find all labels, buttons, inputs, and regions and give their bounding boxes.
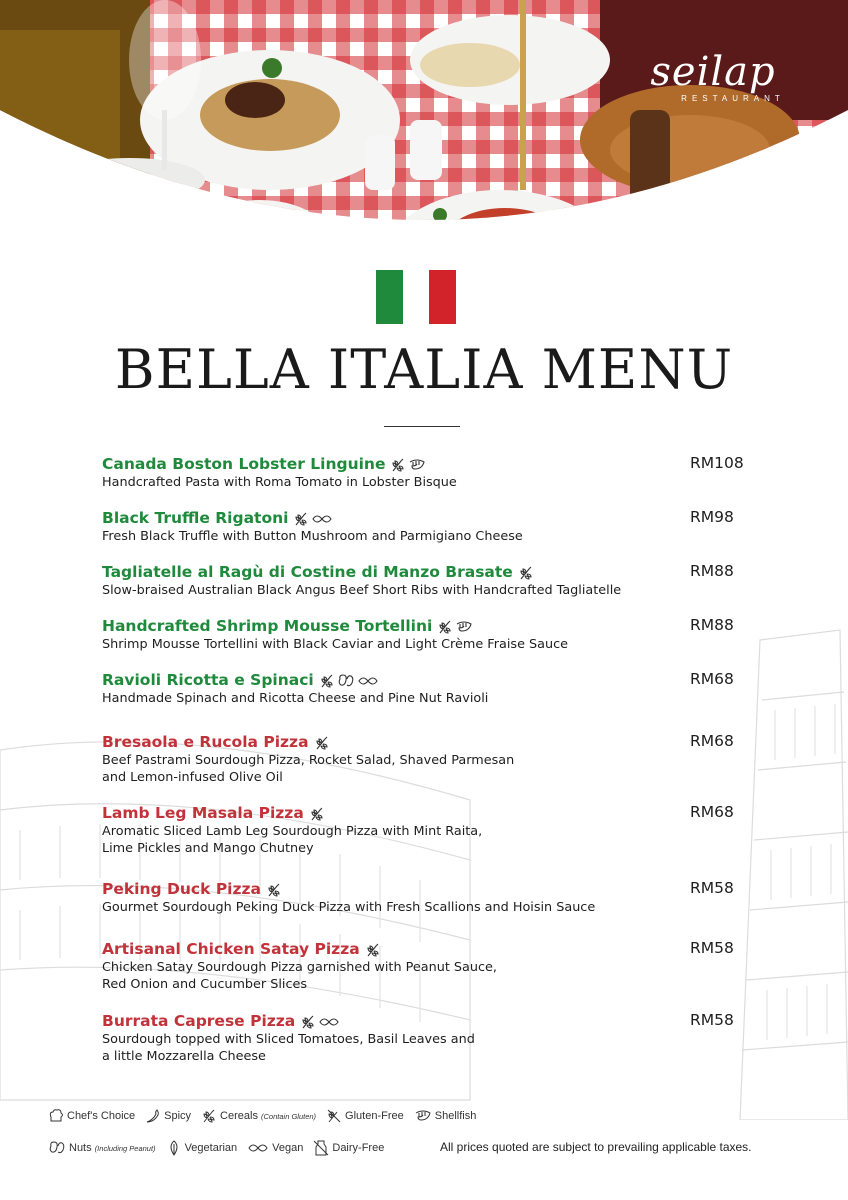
menu-item-name: Handcrafted Shrimp Mousse Tortellini (102, 616, 433, 635)
legend-row-1 (48, 1108, 486, 1124)
menu-item-price: RM68 (690, 732, 734, 750)
legend-shellfish-label: Shellfish (434, 1110, 477, 1122)
italian-flag (376, 270, 456, 324)
cereals-icon (266, 879, 284, 898)
cereals-icon (314, 732, 332, 751)
vegan-icon (318, 1011, 342, 1030)
allergen-icons (390, 454, 428, 473)
logo-subtitle: RESTAURANT (681, 94, 785, 103)
restaurant-logo (618, 49, 808, 112)
table-scene-image (0, 0, 848, 300)
legend-vegan-label: Vegan (272, 1142, 304, 1154)
menu-item-description: Handcrafted Pasta with Roma Tomato in Lobster Bisque (102, 474, 457, 490)
flag-red-band (429, 270, 456, 324)
cereals-icon (390, 454, 408, 473)
menu-item-name: Peking Duck Pizza (102, 879, 261, 898)
menu-item-price: RM108 (690, 454, 744, 472)
legend-nuts-label: Nuts (69, 1142, 92, 1154)
cereals-icon (365, 939, 383, 958)
vegan-icon (247, 1140, 269, 1156)
menu-item-description: Gourmet Sourdough Peking Duck Pizza with Fresh Scallions and Hoisin Sauce (102, 899, 596, 915)
legend-cereals-note: (Contain Gluten) (261, 1111, 317, 1121)
allergen-icons (518, 562, 536, 581)
menu-item (102, 615, 762, 653)
menu-item (102, 731, 762, 786)
allergen-icons (365, 939, 383, 958)
allergen-icons (300, 1011, 342, 1030)
allergen-icons (309, 803, 327, 822)
hero-photo (0, 0, 848, 300)
menu-item (102, 669, 762, 707)
menu-item (102, 507, 762, 545)
allergen-icons (314, 732, 332, 751)
legend-gluten-free-label: Gluten-Free (345, 1110, 404, 1122)
menu-item-name: Lamb Leg Masala Pizza (102, 803, 304, 822)
legend-vegetarian-label: Vegetarian (184, 1142, 238, 1154)
legend-row-2 (48, 1140, 394, 1156)
legend-dairy-free (313, 1140, 384, 1156)
vegan-icon (311, 508, 335, 527)
cereals-icon (319, 670, 337, 689)
shrimp-icon (414, 1108, 432, 1124)
legend-nuts-note: (Including Peanut) (94, 1143, 156, 1153)
menu-item-price: RM98 (690, 508, 734, 526)
menu-item-price: RM58 (690, 939, 734, 957)
cereals-icon (293, 508, 311, 527)
shellfish-icon (455, 616, 475, 635)
flag-white-band (403, 270, 430, 324)
menu-item-description: Shrimp Mousse Tortellini with Black Caviar and Light Crème Fraise Sauce (102, 636, 568, 652)
menu-item (102, 561, 762, 599)
legend-spicy-label: Spicy (164, 1110, 192, 1122)
logo-script: seilap (650, 49, 776, 95)
menu-item-name: Bresaola e Rucola Pizza (102, 732, 309, 751)
menu-item-name: Artisanal Chicken Satay Pizza (102, 939, 360, 958)
chefs-hat-icon (48, 1108, 64, 1124)
legend-gluten-free (326, 1108, 404, 1124)
menu-item-price: RM58 (690, 1011, 734, 1029)
legend-dairy-free-label: Dairy-Free (332, 1142, 385, 1154)
legend-chefs-choice-label: Chef's Choice (67, 1110, 136, 1122)
cereals-icon (518, 562, 536, 581)
menu-item-description: Handmade Spinach and Ricotta Cheese and Pine Nut Ravioli (102, 690, 489, 706)
legend-vegetarian (166, 1140, 238, 1156)
legend-vegan (247, 1140, 303, 1156)
cereals-icon (309, 803, 327, 822)
gluten-free-icon (326, 1108, 342, 1124)
menu-item-price: RM68 (690, 670, 734, 688)
legend-chefs-choice (48, 1108, 135, 1124)
vegetarian-leaf-icon (166, 1140, 182, 1156)
shellfish-icon (408, 454, 428, 473)
legend-cereals-label: Cereals (220, 1110, 258, 1122)
menu-item (102, 802, 762, 857)
menu-item-price: RM68 (690, 803, 734, 821)
chili-icon (145, 1108, 161, 1124)
nuts-icon (48, 1140, 66, 1156)
legend-cereals (201, 1108, 316, 1124)
flag-green-band (376, 270, 403, 324)
menu-item (102, 938, 762, 993)
allergen-icons (437, 616, 475, 635)
menu-item-description: Beef Pastrami Sourdough Pizza, Rocket Salad, Shaved Parmesan and Lemon-infused Olive Oil (102, 752, 515, 785)
menu-item (102, 1010, 762, 1065)
menu-item (102, 453, 762, 491)
menu-item-description: Sourdough topped with Sliced Tomatoes, Basil Leaves and a little Mozzarella Cheese (102, 1031, 475, 1064)
allergen-icons (266, 879, 284, 898)
menu-item-price: RM88 (690, 562, 734, 580)
nuts-icon (337, 670, 357, 689)
menu-item-description: Chicken Satay Sourdough Pizza garnished with Peanut Sauce, Red Onion and Cucumber Slices (102, 959, 497, 992)
menu-item-description: Aromatic Sliced Lamb Leg Sourdough Pizza with Mint Raita, Lime Pickles and Mango Chutney (102, 823, 483, 856)
wheat-icon (201, 1108, 217, 1124)
menu-item-price: RM88 (690, 616, 734, 634)
menu-item-name: Tagliatelle al Ragù di Costine di Manzo Brasate (102, 562, 513, 581)
vegan-icon (357, 670, 381, 689)
menu-item-name: Burrata Caprese Pizza (102, 1011, 296, 1030)
menu-item-description: Slow-braised Australian Black Angus Beef Short Ribs with Handcrafted Tagliatelle (102, 582, 622, 598)
legend-nuts (48, 1140, 156, 1156)
cereals-icon (437, 616, 455, 635)
menu-item-name: Canada Boston Lobster Linguine (102, 454, 386, 473)
dairy-free-icon (313, 1140, 329, 1156)
menu-item-name: Black Truffle Rigatoni (102, 508, 289, 527)
legend-shellfish (414, 1108, 477, 1124)
tax-note: All prices quoted are subject to prevailing applicable taxes. (440, 1140, 752, 1154)
legend-spicy (145, 1108, 191, 1124)
cereals-icon (300, 1011, 318, 1030)
allergen-icons (319, 670, 381, 689)
menu-item-name: Ravioli Ricotta e Spinaci (102, 670, 314, 689)
menu-item-description: Fresh Black Truffle with Button Mushroom and Parmigiano Cheese (102, 528, 523, 544)
title-divider (384, 426, 460, 427)
menu-item (102, 878, 762, 916)
menu-item-price: RM58 (690, 879, 734, 897)
menu-title: BELLA ITALIA MENU (114, 338, 734, 401)
allergen-icons (293, 508, 335, 527)
